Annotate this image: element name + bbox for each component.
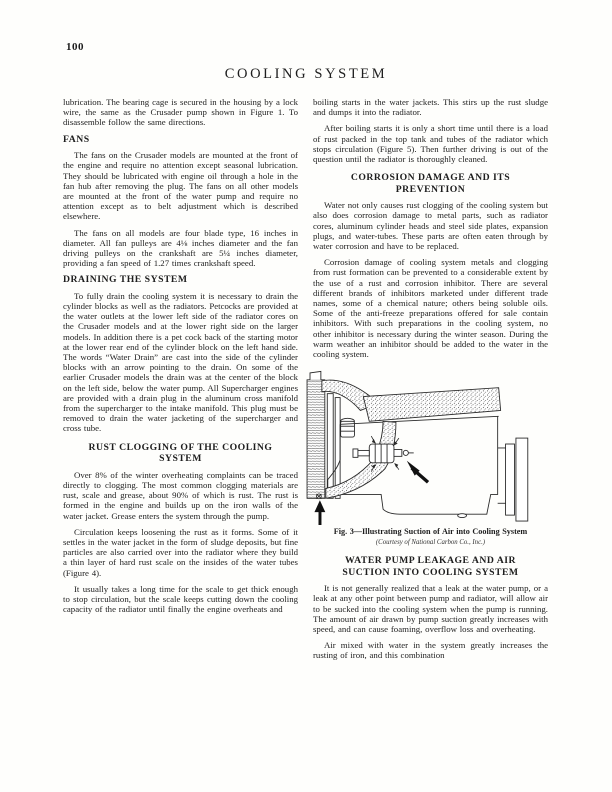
paragraph: Over 8% of the winter overheating complaints can be traced directly to clogging. The most common clogging materials are rust, scale and grease, about 90% of which is rust. The rust is formed in the engine and builds up on the iron walls of the water jacket. Grease enters the system through the pump. xyxy=(63,469,298,521)
paragraph: Air mixed with water in the system greatly increases the rusting of iron, and this combination xyxy=(313,640,548,661)
section-heading-water-pump-leakage: WATER PUMP LEAKAGE AND AIR SUCTION INTO COOLING SYSTEM xyxy=(342,555,519,578)
right-column xyxy=(313,97,548,661)
section-heading-fans: FANS xyxy=(63,133,90,145)
paragraph: The fans on all models are four blade type, 16 inches in diameter. All fan pulleys are 4⅛ inches diameter and the fan driving pulleys on the crankshaft are 5¼ inches diameter, providing a fan speed of 1.27 times crankshaft speed. xyxy=(63,227,298,269)
paragraph: It is not generally realized that a leak at the water pump, or a leak at any other point between pump and radiator, will allow air to be sucked into the cooling system when the pump is running. The amount of air drawn by pump suction greatly increases with speed, and can cause foaming, overflow loss and overheating. xyxy=(313,583,548,635)
paragraph: To fully drain the cooling system it is necessary to drain the cylinder blocks as well as the radiators. Petcocks are provided at the water outlets at the lower left side of the radiator cores on the Crusader models and at the lower right side on the larger models. In addition there is a pet cock back of the starting motor at the lower rear end of the cylinder block on the left hand side. The words “Water Drain” are cast into the side of the cylinder blocks with an arrow pointing to the drain. On some of the earlier Crusader models the drain was at the center of the block on the left side, below the water pump. All Supercharger engines are provided with a drain plug in the aluminum cross manifold from the supercharger to the intake manifold. This plug must be removed to drain the water jacketing of the supercharger and cross tube. xyxy=(63,290,298,434)
section-heading-corrosion: CORROSION DAMAGE AND ITS PREVENTION xyxy=(350,172,511,195)
paragraph: lubrication. The bearing cage is secured in the housing by a lock wire, the same as the Crusader pump shown in Figure 1. To disassemble follow the same directions. xyxy=(63,97,298,128)
page-number: 100 xyxy=(66,41,84,53)
paragraph: The fans on the Crusader models are mounted at the front of the engine and require no attention except seasonal lubrication. They should be lubricated with engine oil through a hole in the fan hub after removing the plug. The fans on all other models are mounted at the front of the water pump and require no attention except as to belt adjustment which is described elsewhere. xyxy=(63,150,298,222)
figure-3 xyxy=(313,365,548,547)
figure-caption-block xyxy=(313,527,548,547)
paragraph: It usually takes a long time for the scale to get thick enough to stop circulation, but the scale keeps cutting down the cooling capacity of the radiator until finally the engine overheats and xyxy=(63,583,298,615)
paragraph: Circulation keeps loosening the rust as it forms. Some of it settles in the water jacket in the form of sludge deposits, but fine particles are also carried over into the radiator where they build a thin layer of hard rust scale on the insides of the water tubes (Figure 4). xyxy=(63,526,298,578)
figure-credit: (Courtesy of National Carbon Co., Inc.) xyxy=(375,539,486,547)
page-title: COOLING SYSTEM xyxy=(224,66,388,82)
figure-caption: Fig. 3—Illustrating Suction of Air into Cooling System xyxy=(333,527,528,537)
paragraph: After boiling starts it is only a short time until there is a load of rust packed in the top tank and tubes of the radiator which stops circulation (Figure 5). Then further driving is out of the question until the radiator is thoroughly cleaned. xyxy=(313,123,548,165)
paragraph: boiling starts in the water jackets. This stirs up the rust sludge and dumps it into the radiator. xyxy=(313,97,548,118)
engine-cooling-diagram xyxy=(304,365,557,525)
two-column-layout xyxy=(63,97,548,661)
paragraph: Water not only causes rust clogging of the cooling system but also does corrosion damage to metal parts, such as radiator cores, aluminum cylinder heads and steel side plates, expansion plugs, and water-tubes. These parts are often eaten through by water corrosion and have to be replaced. xyxy=(313,200,548,252)
section-heading-rust-clogging: RUST CLOGGING OF THE COOLING SYSTEM xyxy=(88,441,273,465)
left-column xyxy=(63,97,298,661)
paragraph: Corrosion damage of cooling system metals and clogging from rust formation can be prevented to a considerable extent by the use of a rust and corrosion inhibitor. There are several different brands of inhibitors marketed under different trade names, some of a chemical nature; others being soluble oils. Some of the anti-freeze preparations offered for sale contain inhibitors. With such preparations in the cooling system, no other inhibitor is necessary during the winter season. During the warm weather an inhibitor should be added to the water in the cooling system. xyxy=(313,257,548,360)
section-heading-draining: DRAINING THE SYSTEM xyxy=(63,274,188,286)
